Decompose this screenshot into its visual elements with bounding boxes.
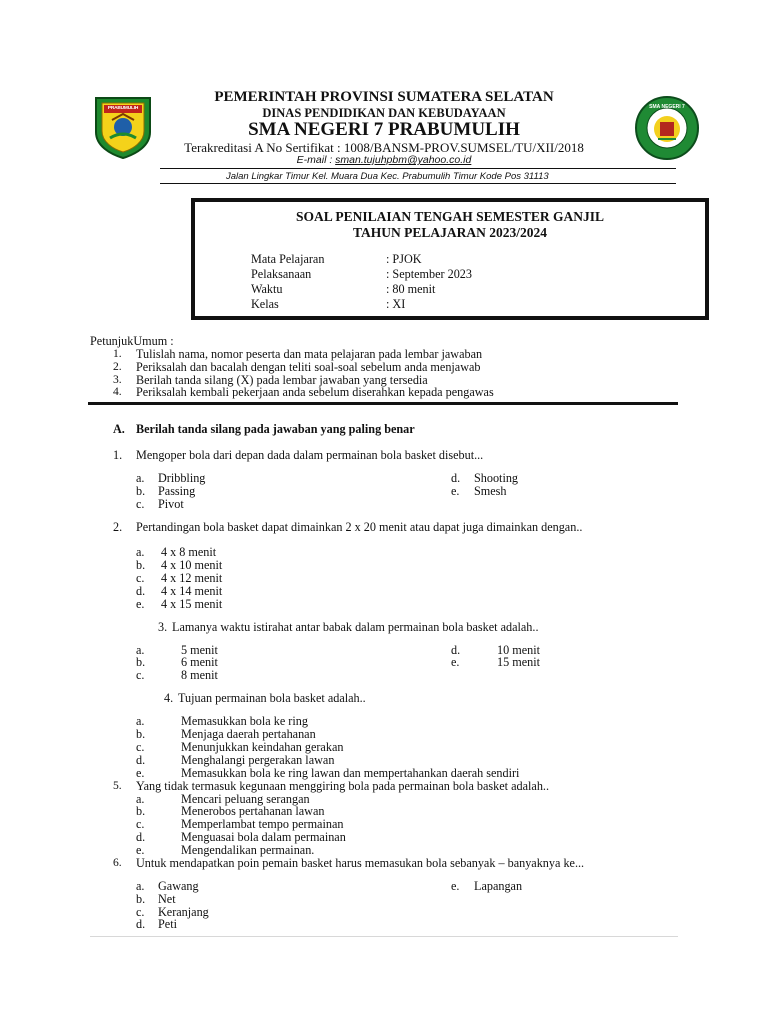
letterhead-accreditation: Terakreditasi A No Sertifikat : 1008/BANSM-PROV.SUMSEL/TU/XII/2018 <box>184 140 584 155</box>
option-letter: d. <box>136 584 146 598</box>
option-text: Menunjukkan keindahan gerakan <box>181 740 344 754</box>
question-number: 1. <box>113 448 123 462</box>
question-number: 6. <box>113 856 122 869</box>
option-letter: b. <box>136 484 146 498</box>
option-text: 8 menit <box>181 668 218 682</box>
option-text: Net <box>158 892 176 906</box>
option-letter: a. <box>136 545 145 559</box>
option-letter: c. <box>136 817 145 831</box>
instruction-number: 4. <box>113 385 122 398</box>
option-text: 4 x 15 menit <box>161 597 223 611</box>
option-letter: a. <box>136 471 145 485</box>
option-text: 4 x 8 menit <box>161 545 217 559</box>
instruction-number: 3. <box>113 373 122 386</box>
option-text: Shooting <box>474 471 519 485</box>
letterhead-address: Jalan Lingkar Timur Kel. Muara Dua Kec. Prabumulih Timur Kode Pos 31113 <box>226 171 549 182</box>
school-logo-text: SMA NEGERI 7 <box>649 104 685 110</box>
instruction-text: Tulislah nama, nomor peserta dan mata pelajaran pada lembar jawaban <box>136 347 483 361</box>
question-number: 4. <box>164 691 174 705</box>
letterhead-school-name: SMA NEGERI 7 PRABUMULIH <box>248 119 520 140</box>
option-letter: d. <box>136 830 146 844</box>
option-letter: e. <box>451 484 460 498</box>
question-text: Untuk mendapatkan poin pemain basket harus memasukan bola sebanyak – banyaknya ke... <box>136 856 585 870</box>
letterhead-divider-top <box>160 168 676 169</box>
info-label-date: Pelaksanaan <box>251 267 312 281</box>
option-text: 4 x 14 menit <box>161 584 223 598</box>
option-letter: b. <box>136 892 146 906</box>
option-text: Pivot <box>158 497 184 511</box>
option-letter: b. <box>136 655 146 669</box>
instruction-number: 2. <box>113 360 122 373</box>
option-letter: a. <box>136 792 145 806</box>
option-text: Smesh <box>474 484 507 498</box>
section-label: A. <box>113 422 125 436</box>
question-number: 3. <box>158 620 168 634</box>
option-letter: a. <box>136 714 145 728</box>
option-letter: c. <box>136 905 145 919</box>
question-text: Tujuan permainan bola basket adalah.. <box>178 691 366 705</box>
info-value-class: : XI <box>386 297 406 311</box>
instruction-number: 1. <box>113 347 122 360</box>
letterhead-province: PEMERINTAH PROVINSI SUMATERA SELATAN <box>214 89 554 105</box>
instruction-text: Berilah tanda silang (X) pada lembar jawaban yang tersedia <box>136 373 428 387</box>
option-text: Menghalangi pergerakan lawan <box>181 753 335 767</box>
option-letter: c. <box>136 497 145 511</box>
email-label: E-mail : <box>296 154 336 166</box>
question-text: Yang tidak termasuk kegunaan menggiring bola pada permainan bola basket adalah.. <box>136 779 550 793</box>
question-number: 5. <box>113 779 122 792</box>
info-value-time: : 80 menit <box>386 282 436 296</box>
option-letter: e. <box>451 879 460 893</box>
option-text: 10 menit <box>497 643 540 657</box>
instruction-text: Periksalah kembali pekerjaan anda sebelum diserahkan kepada pengawas <box>136 385 494 399</box>
option-text: Menguasai bola dalam permainan <box>181 830 346 844</box>
question-text: Pertandingan bola basket dapat dimainkan 2 x 20 menit atau dapat juga dimainkan dengan.. <box>136 520 583 534</box>
option-letter: a. <box>136 643 145 657</box>
option-text: 4 x 10 menit <box>161 558 223 572</box>
instructions-divider <box>88 402 678 405</box>
option-letter: e. <box>136 843 145 857</box>
info-label-class: Kelas <box>251 297 279 311</box>
option-text: Passing <box>158 484 196 498</box>
info-label-subject: Mata Pelajaran <box>251 252 325 266</box>
option-text: 15 menit <box>497 655 540 669</box>
option-letter: b. <box>136 804 146 818</box>
question-number: 2. <box>113 520 123 534</box>
section-title: Berilah tanda silang pada jawaban yang paling benar <box>136 422 415 436</box>
instruction-text: Periksalah dan bacalah dengan teliti soal-soal sebelum anda menjawab <box>136 360 481 374</box>
option-text: Lapangan <box>474 879 523 893</box>
option-text: Menerobos pertahanan lawan <box>181 804 325 818</box>
option-text: Peti <box>158 917 177 931</box>
option-text: 5 menit <box>181 643 218 657</box>
option-letter: c. <box>136 740 145 754</box>
option-letter: c. <box>136 571 145 585</box>
bottom-divider <box>90 936 678 937</box>
option-letter: c. <box>136 668 145 682</box>
info-value-subject: : PJOK <box>386 252 422 266</box>
option-text: Keranjang <box>158 905 209 919</box>
letterhead-department: DINAS PENDIDIKAN DAN KEBUDAYAAN <box>262 106 506 120</box>
option-text: Memasukkan bola ke ring lawan dan mempertahankan daerah sendiri <box>181 766 520 780</box>
question-text: Lamanya waktu istirahat antar babak dalam permainan bola basket adalah.. <box>172 620 539 634</box>
option-text: Memperlambat tempo permainan <box>181 817 344 831</box>
info-value-date: : September 2023 <box>386 267 472 281</box>
option-letter: b. <box>136 558 146 572</box>
exam-title: SOAL PENILAIAN TENGAH SEMESTER GANJIL <box>295 209 605 224</box>
option-text: Dribbling <box>158 471 206 485</box>
option-letter: d. <box>451 471 461 485</box>
instructions-heading: PetunjukUmum : <box>90 334 174 348</box>
option-text: Mencari peluang serangan <box>181 792 310 806</box>
letterhead-email-line <box>0 154 768 166</box>
option-text: Menjaga daerah pertahanan <box>181 727 316 741</box>
letterhead-divider-bottom <box>160 183 676 184</box>
option-letter: e. <box>136 597 145 611</box>
option-text: 4 x 12 menit <box>161 571 223 585</box>
info-label-time: Waktu <box>251 282 283 296</box>
option-text: 6 menit <box>181 655 218 669</box>
email-link[interactable]: sman.tujuhpbm@yahoo.co.id <box>335 154 472 166</box>
option-letter: a. <box>136 879 145 893</box>
option-text: Gawang <box>158 879 199 893</box>
exam-year: TAHUN PELAJARAN 2023/2024 <box>352 225 547 240</box>
option-letter: e. <box>451 655 460 669</box>
option-letter: d. <box>136 753 146 767</box>
option-text: Mengendalikan permainan. <box>181 843 315 857</box>
question-text: Mengoper bola dari depan dada dalam permainan bola basket disebut... <box>136 448 484 462</box>
option-letter: d. <box>451 643 461 657</box>
option-letter: d. <box>136 917 146 931</box>
option-letter: b. <box>136 727 146 741</box>
option-letter: e. <box>136 766 145 780</box>
provincial-logo-text: PRABUMULIH <box>107 106 139 111</box>
option-text: Memasukkan bola ke ring <box>181 714 308 728</box>
